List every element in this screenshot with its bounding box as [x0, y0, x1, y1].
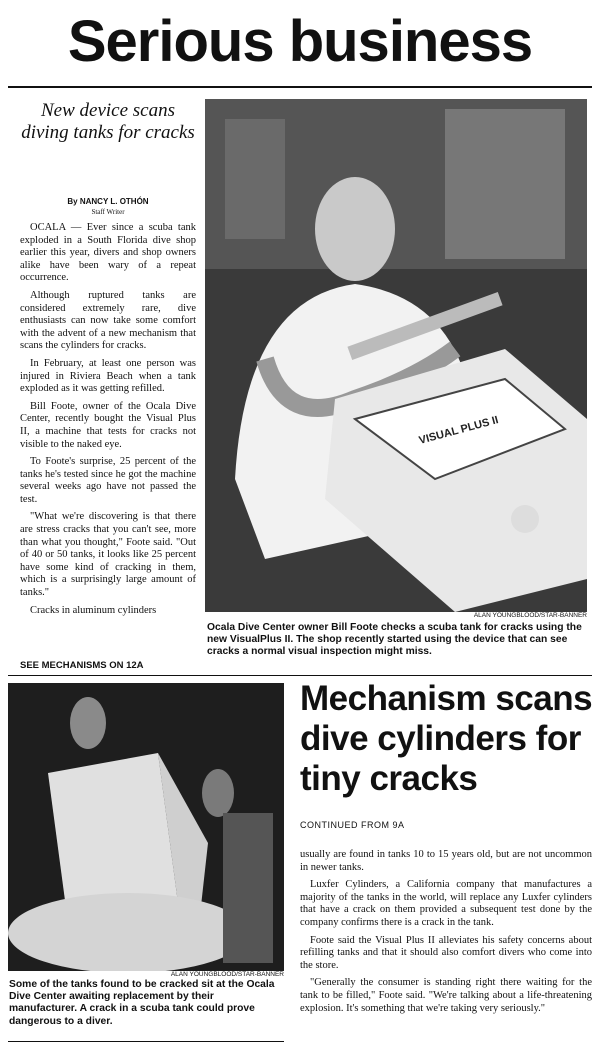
continuation-column [300, 849, 592, 1020]
story-paragraph: Bill Foote, owner of the Ocala Dive Center, recently bought the Visual Plus II, a machine that tests for cracks not visible to the naked eye. [20, 400, 196, 450]
photo-cracked-tanks [8, 683, 284, 971]
story-paragraph: OCALA — Ever since a scuba tank exploded in a South Florida dive shop earlier this year, divers and shop owners alike have been wary of a repeat occurrence. [20, 222, 196, 284]
story-paragraph: "What we're discovering is that there are stress cracks that you can't see, more than what you thought," Foote said. "Out of 40 or 50 tanks, it looks like 25 percent have some kind of cracking in them, which is a surprisingly large amount of tanks." [20, 511, 196, 599]
story-paragraph: "Generally the consumer is standing right there waiting for the tank to be filled," Foote said. "We're talking about a life-threatening explosion. It's something that we're taking very seriously." [300, 977, 592, 1014]
headline-rule [8, 86, 592, 88]
photo-credit: ALAN YOUNGBLOOD/STAR-BANNER [170, 971, 284, 978]
story-paragraph: In February, at least one person was injured in Riviera Beach when a tank exploded as it was getting refilled. [20, 357, 196, 395]
continued-from: CONTINUED FROM 9A [300, 820, 405, 830]
continuation-headline: Mechanism scans dive cylinders for tiny cracks [300, 679, 593, 798]
caption-rule [8, 1041, 284, 1042]
photo-owner-illustration [205, 99, 587, 612]
story-paragraph: Luxfer Cylinders, a California company that manufactures a majority of the tanks in the world, will replace any Luxfer cylinders that have a crack on them provided a subsequent test done by the company confirms there is a crack in the tank. [300, 879, 592, 928]
photo-tanks-illustration [8, 683, 284, 971]
photo-caption: Ocala Dive Center owner Bill Foote checks a scuba tank for cracks using the new VisualPlus II. The shop recently started using the device that can see cracks a normal visual inspection might miss. [207, 622, 582, 658]
story-column [20, 222, 196, 617]
story-paragraph: Foote said the Visual Plus II alleviates his safety concerns about refilling tanks and that it should also comfort divers who come into the store. [300, 934, 592, 971]
story-paragraph: Although ruptured tanks are considered extremely rare, dive enthusiasts can now take some comfort with the advent of a new mechanism that scans the cylinders for cracks. [20, 289, 196, 352]
story-paragraph: To Foote's surprise, 25 percent of the tanks he's tested since he got the machine several weeks ago have not passed the test. [20, 456, 196, 505]
photo-owner-checking-tank [205, 99, 587, 612]
section-rule [8, 675, 592, 676]
byline-title: Staff Writer [91, 208, 125, 216]
story-paragraph: Cracks in aluminum cylinders [30, 604, 157, 616]
byline: By NANCY L. OTHÓN [67, 197, 149, 206]
page-headline: Serious business [67, 9, 533, 74]
photo-caption: Some of the tanks found to be cracked sit at the Ocala Dive Center awaiting replacement by their manufacturer. A crack in a scuba tank could prove dangerous to a diver. [9, 979, 275, 1027]
story-deck: New device scans diving tanks for cracks [21, 100, 195, 143]
machine-label: VISUAL PLUS II [417, 414, 500, 447]
jump-line: SEE MECHANISMS ON 12A [20, 660, 144, 671]
photo-credit: ALAN YOUNGBLOOD/STAR-BANNER [473, 612, 587, 619]
story-paragraph: usually are found in tanks 10 to 15 years old, but are not uncommon in newer tanks. [300, 849, 592, 873]
